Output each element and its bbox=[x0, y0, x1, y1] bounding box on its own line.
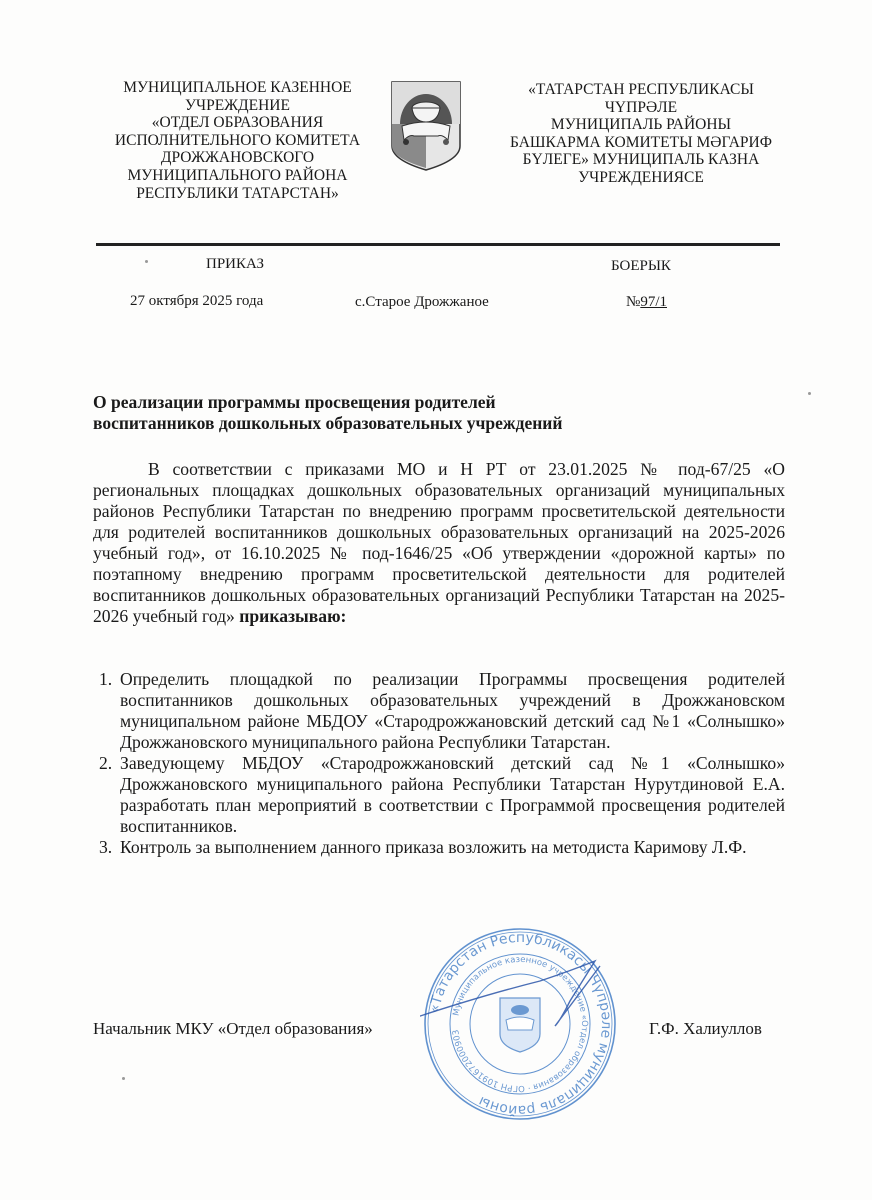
order-item-number: 3. bbox=[99, 837, 113, 857]
order-item-text: Заведующему МБДОУ «Стародрожжановский детский сад №1 «Солнышко» Дрожжановского муниципального района Республики Татарстан Нурутдиновой Е.А. разработать план мероприятий в соответствии с Программой просвещения родителей воспитанников. bbox=[120, 753, 785, 836]
document-title-line: воспитанников дошкольных образовательных учреждений bbox=[93, 413, 563, 433]
header-right-line: БАШКАРМА КОМИТЕТЫ МӘГАРИФ bbox=[510, 133, 772, 151]
header-left-line: «ОТДЕЛ ОБРАЗОВАНИЯ bbox=[151, 114, 324, 132]
scan-speck bbox=[122, 1077, 125, 1080]
header-left-line: ИСПОЛНИТЕЛЬНОГО КОМИТЕТА bbox=[114, 131, 361, 149]
signatory-name: Г.Ф. Халиуллов bbox=[649, 1019, 762, 1038]
official-stamp-seal bbox=[420, 926, 620, 1122]
header-left-line: РЕСПУБЛИКИ ТАТАРСТАН» bbox=[136, 184, 339, 202]
command-word: приказываю: bbox=[239, 606, 347, 626]
header-left-line: ДРОЖЖАНОВСКОГО bbox=[160, 149, 315, 167]
stamp-inner-text: Муниципальное казенное учреждение «Отдел образования · ОГРН 1091672000903 bbox=[451, 954, 590, 1094]
header-divider bbox=[96, 243, 780, 246]
order-item-number: 2. bbox=[99, 753, 113, 773]
header-right-org-tt bbox=[488, 81, 794, 187]
stamp-outer-text: «Татарстан Республикасы Чүпрәле муниципаль районы bbox=[426, 929, 615, 1119]
order-item bbox=[93, 669, 785, 753]
header-left-line: УЧРЕЖДЕНИЕ bbox=[185, 96, 290, 114]
order-item-text: Определить площадкой по реализации Программы просвещения родителей воспитанников дошкольных образовательных учреждений в Дрожжановском муниципальном районе МБДОУ «Стародрожжановский детский сад №1 «Солнышко» Дрожжановского муниципального района Республики Татарстан. bbox=[120, 669, 785, 752]
coat-of-arms-icon bbox=[388, 78, 464, 174]
scan-speck bbox=[145, 260, 148, 263]
header-right-line: «ТАТАРСТАН РЕСПУБЛИКАСЫ bbox=[528, 81, 754, 98]
order-item bbox=[93, 753, 785, 837]
order-items-list bbox=[93, 669, 785, 858]
header-left-org-ru bbox=[95, 79, 380, 202]
document-title-line: О реализации программы просвещения родителей bbox=[93, 392, 496, 412]
header-right-line: ЧҮПРӘЛЕ bbox=[604, 98, 678, 116]
order-item-text: Контроль за выполнением данного приказа возложить на методиста Каримову Л.Ф. bbox=[120, 837, 747, 857]
order-date: 27 октября 2025 года bbox=[130, 293, 264, 309]
signatory-position: Начальник МКУ «Отдел образования» bbox=[93, 1019, 373, 1038]
order-number-prefix: № bbox=[626, 294, 641, 310]
order-number bbox=[626, 294, 667, 311]
header-right-line: МУНИЦИПАЛЬ РАЙОНЫ bbox=[550, 116, 732, 134]
preamble-paragraph bbox=[93, 459, 785, 627]
order-label-tt: БОЕРЫК bbox=[611, 258, 671, 274]
order-number-value: 97/1 bbox=[640, 294, 667, 310]
header-left-line: МУНИЦИПАЛЬНОЕ КАЗЕННОЕ bbox=[123, 79, 352, 96]
scan-speck bbox=[808, 392, 811, 395]
order-place: с.Старое Дрожжаное bbox=[355, 294, 489, 310]
preamble-text: В соответствии с приказами МО и Н РТ от 23.01.2025 № под-67/25 «О региональных площадках дошкольных образовательных организаций муниципальных районов Республики Татарстан по внедрению программ просветительской деятельности для родителей воспитанников дошкольных образовательных организаций на 2025-2026 учебный год», от 16.10.2025 № под-1646/25 «Об утверждении «дорожной карты» по поэтапному внедрению программ просветительской деятельности для родителей воспитанников дошкольных образовательных организаций Республики Татарстан на 2025-2026 учебный год» bbox=[93, 459, 785, 626]
header-right-line: БҮЛЕГЕ» МУНИЦИПАЛЬ КАЗНА bbox=[522, 151, 760, 169]
order-item bbox=[93, 837, 785, 858]
order-item-number: 1. bbox=[99, 669, 113, 689]
order-label-ru: ПРИКАЗ bbox=[206, 256, 264, 272]
document-title bbox=[93, 392, 733, 434]
header-left-line: МУНИЦИПАЛЬНОГО РАЙОНА bbox=[127, 166, 348, 184]
header-right-line: УЧРЕЖДЕНИЯСЕ bbox=[578, 168, 704, 186]
